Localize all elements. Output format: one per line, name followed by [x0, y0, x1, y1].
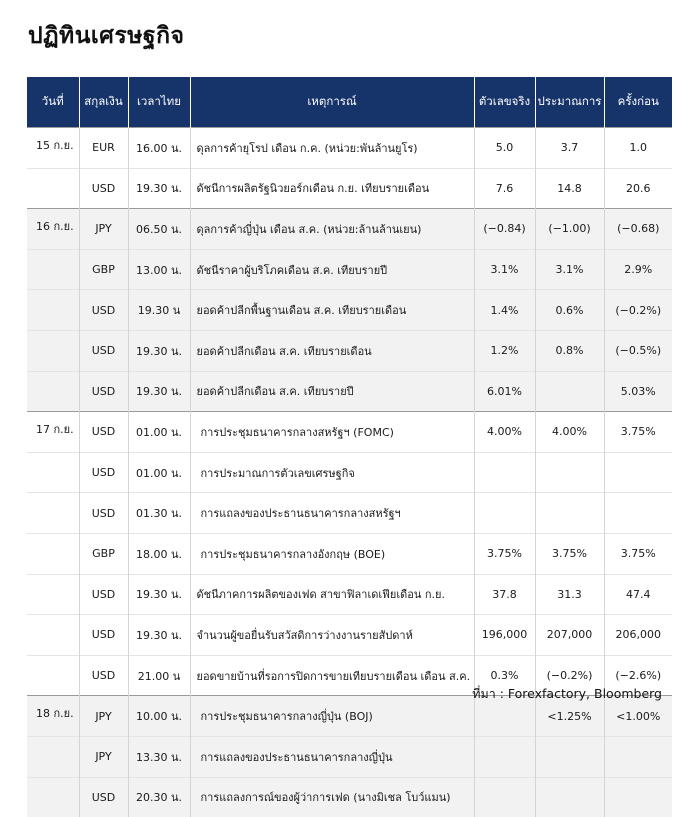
event-cell: การแถลงของประธานธนาคารกลางญี่ปุ่น [190, 736, 474, 777]
previous-cell: (−0.5%) [604, 330, 672, 371]
forecast-cell: 31.3 [535, 574, 604, 615]
time-cell: 01.00 น. [128, 412, 190, 453]
forecast-cell: (−1.00) [535, 209, 604, 250]
table-row [27, 412, 672, 453]
actual-cell: 5.0 [474, 128, 535, 169]
actual-cell: 7.6 [474, 168, 535, 209]
date-cell [27, 615, 79, 656]
currency-cell: USD [79, 168, 128, 209]
forecast-cell [535, 493, 604, 534]
event-cell: จำนวนผู้ขอยื่นรับสวัสดิการว่างงานรายสัปดาห์ [190, 615, 474, 656]
previous-cell [604, 736, 672, 777]
date-cell: 18 ก.ย. [27, 696, 79, 737]
currency-cell: USD [79, 493, 128, 534]
table-row [27, 290, 672, 331]
event-cell: การประชุมธนาคารกลางญี่ปุ่น (BOJ) [190, 696, 474, 737]
time-cell: 13.30 น. [128, 736, 190, 777]
table-row [27, 493, 672, 534]
forecast-cell: 14.8 [535, 168, 604, 209]
time-cell: 13.00 น. [128, 249, 190, 290]
table-header-row [27, 77, 672, 128]
forecast-cell [535, 736, 604, 777]
time-cell: 16.00 น. [128, 128, 190, 169]
previous-cell: 3.75% [604, 412, 672, 453]
actual-cell: 3.75% [474, 533, 535, 574]
currency-cell: JPY [79, 696, 128, 737]
event-cell: ยอดค้าปลีกเดือน ส.ค. เทียบรายปี [190, 371, 474, 412]
event-cell: ยอดขายบ้านที่รอการปิดการขายเทียบรายเดือน เดือน ส.ค. [190, 655, 474, 696]
forecast-cell: 0.8% [535, 330, 604, 371]
forecast-cell: 3.1% [535, 249, 604, 290]
forecast-cell [535, 371, 604, 412]
date-cell [27, 574, 79, 615]
actual-cell: 6.01% [474, 371, 535, 412]
currency-cell: EUR [79, 128, 128, 169]
currency-cell: USD [79, 452, 128, 493]
table-row [27, 209, 672, 250]
event-cell: ดัชนีราคาผู้บริโภคเดือน ส.ค. เทียบรายปี [190, 249, 474, 290]
currency-cell: GBP [79, 533, 128, 574]
currency-cell: USD [79, 777, 128, 817]
actual-cell: 37.8 [474, 574, 535, 615]
event-cell: การแถลงของประธานธนาคารกลางสหรัฐฯ [190, 493, 474, 534]
actual-cell: 1.4% [474, 290, 535, 331]
forecast-cell [535, 777, 604, 817]
currency-cell: GBP [79, 249, 128, 290]
header-date: วันที่ [27, 77, 79, 128]
previous-cell: 47.4 [604, 574, 672, 615]
table-row [27, 452, 672, 493]
previous-cell [604, 777, 672, 817]
currency-cell: USD [79, 290, 128, 331]
previous-cell: 206,000 [604, 615, 672, 656]
time-cell: 06.50 น. [128, 209, 190, 250]
forecast-cell: 3.7 [535, 128, 604, 169]
forecast-cell: 207,000 [535, 615, 604, 656]
forecast-cell [535, 452, 604, 493]
previous-cell: 2.9% [604, 249, 672, 290]
previous-cell: 3.75% [604, 533, 672, 574]
time-cell: 21.00 น [128, 655, 190, 696]
currency-cell: JPY [79, 209, 128, 250]
date-cell: 17 ก.ย. [27, 412, 79, 453]
forecast-cell: 3.75% [535, 533, 604, 574]
event-cell: ยอดค้าปลีกพื้นฐานเดือน ส.ค. เทียบรายเดือน [190, 290, 474, 331]
header-currency: สกุลเงิน [79, 77, 128, 128]
event-cell: ยอดค้าปลีกเดือน ส.ค. เทียบรายเดือน [190, 330, 474, 371]
date-cell [27, 452, 79, 493]
date-cell [27, 493, 79, 534]
actual-cell [474, 777, 535, 817]
header-previous: ครั้งก่อน [604, 77, 672, 128]
time-cell: 01.00 น. [128, 452, 190, 493]
economic-calendar-table [27, 77, 672, 817]
previous-cell [604, 493, 672, 534]
table-row [27, 128, 672, 169]
currency-cell: USD [79, 330, 128, 371]
date-cell [27, 330, 79, 371]
date-cell [27, 736, 79, 777]
table-row [27, 736, 672, 777]
event-cell: การประชุมธนาคารกลางสหรัฐฯ (FOMC) [190, 412, 474, 453]
actual-cell: 4.00% [474, 412, 535, 453]
actual-cell: 0.3% [474, 655, 535, 696]
previous-cell: 20.6 [604, 168, 672, 209]
previous-cell: <1.00% [604, 696, 672, 737]
table-row [27, 533, 672, 574]
previous-cell: 1.0 [604, 128, 672, 169]
table-row [27, 330, 672, 371]
table-body [27, 128, 672, 817]
previous-cell: (−2.6%) [604, 655, 672, 696]
previous-cell [604, 452, 672, 493]
actual-cell [474, 736, 535, 777]
time-cell: 19.30 น. [128, 168, 190, 209]
actual-cell: 1.2% [474, 330, 535, 371]
date-cell [27, 290, 79, 331]
forecast-cell: <1.25% [535, 696, 604, 737]
forecast-cell: 4.00% [535, 412, 604, 453]
time-cell: 19.30 น. [128, 615, 190, 656]
table-row [27, 777, 672, 817]
page-title: ปฏิทินเศรษฐกิจ [28, 18, 185, 54]
event-cell: การแถลงการณ์ของผู้ว่าการเฟด (นางมิเชล โบว์แมน) [190, 777, 474, 817]
previous-cell: (−0.68) [604, 209, 672, 250]
date-cell: 16 ก.ย. [27, 209, 79, 250]
table-row [27, 574, 672, 615]
table-row [27, 249, 672, 290]
time-cell: 10.00 น. [128, 696, 190, 737]
previous-cell: 5.03% [604, 371, 672, 412]
previous-cell: (−0.2%) [604, 290, 672, 331]
date-cell: 15 ก.ย. [27, 128, 79, 169]
event-cell: ดุลการค้าญี่ปุ่น เดือน ส.ค. (หน่วย:ล้านล้านเยน) [190, 209, 474, 250]
event-cell: ดัชนีภาคการผลิตของเฟด สาขาฟิลาเดเฟียเดือน ก.ย. [190, 574, 474, 615]
time-cell: 18.00 น. [128, 533, 190, 574]
currency-cell: USD [79, 615, 128, 656]
date-cell [27, 655, 79, 696]
actual-cell: 3.1% [474, 249, 535, 290]
date-cell [27, 371, 79, 412]
table-row [27, 615, 672, 656]
currency-cell: USD [79, 371, 128, 412]
event-cell: การประชุมธนาคารกลางอังกฤษ (BOE) [190, 533, 474, 574]
forecast-cell: 0.6% [535, 290, 604, 331]
actual-cell: (−0.84) [474, 209, 535, 250]
currency-cell: JPY [79, 736, 128, 777]
currency-cell: USD [79, 574, 128, 615]
header-event: เหตุการณ์ [190, 77, 474, 128]
time-cell: 19.30 น. [128, 371, 190, 412]
time-cell: 01.30 น. [128, 493, 190, 534]
date-cell [27, 249, 79, 290]
source-note: ที่มา : Forexfactory, Bloomberg [472, 684, 662, 704]
table-row [27, 371, 672, 412]
event-cell: ดุลการค้ายุโรป เดือน ก.ค. (หน่วย:พันล้านยูโร) [190, 128, 474, 169]
actual-cell [474, 452, 535, 493]
time-cell: 19.30 น [128, 290, 190, 331]
header-actual: ตัวเลขจริง [474, 77, 535, 128]
header-forecast: ประมาณการ [535, 77, 604, 128]
currency-cell: USD [79, 412, 128, 453]
date-cell [27, 168, 79, 209]
time-cell: 20.30 น. [128, 777, 190, 817]
actual-cell [474, 493, 535, 534]
event-cell: ดัชนีการผลิตรัฐนิวยอร์กเดือน ก.ย. เทียบรายเดือน [190, 168, 474, 209]
header-time: เวลาไทย [128, 77, 190, 128]
time-cell: 19.30 น. [128, 330, 190, 371]
date-cell [27, 777, 79, 817]
table-row [27, 168, 672, 209]
currency-cell: USD [79, 655, 128, 696]
forecast-cell: (−0.2%) [535, 655, 604, 696]
event-cell: การประมาณการตัวเลขเศรษฐกิจ [190, 452, 474, 493]
date-cell [27, 533, 79, 574]
time-cell: 19.30 น. [128, 574, 190, 615]
actual-cell: 196,000 [474, 615, 535, 656]
